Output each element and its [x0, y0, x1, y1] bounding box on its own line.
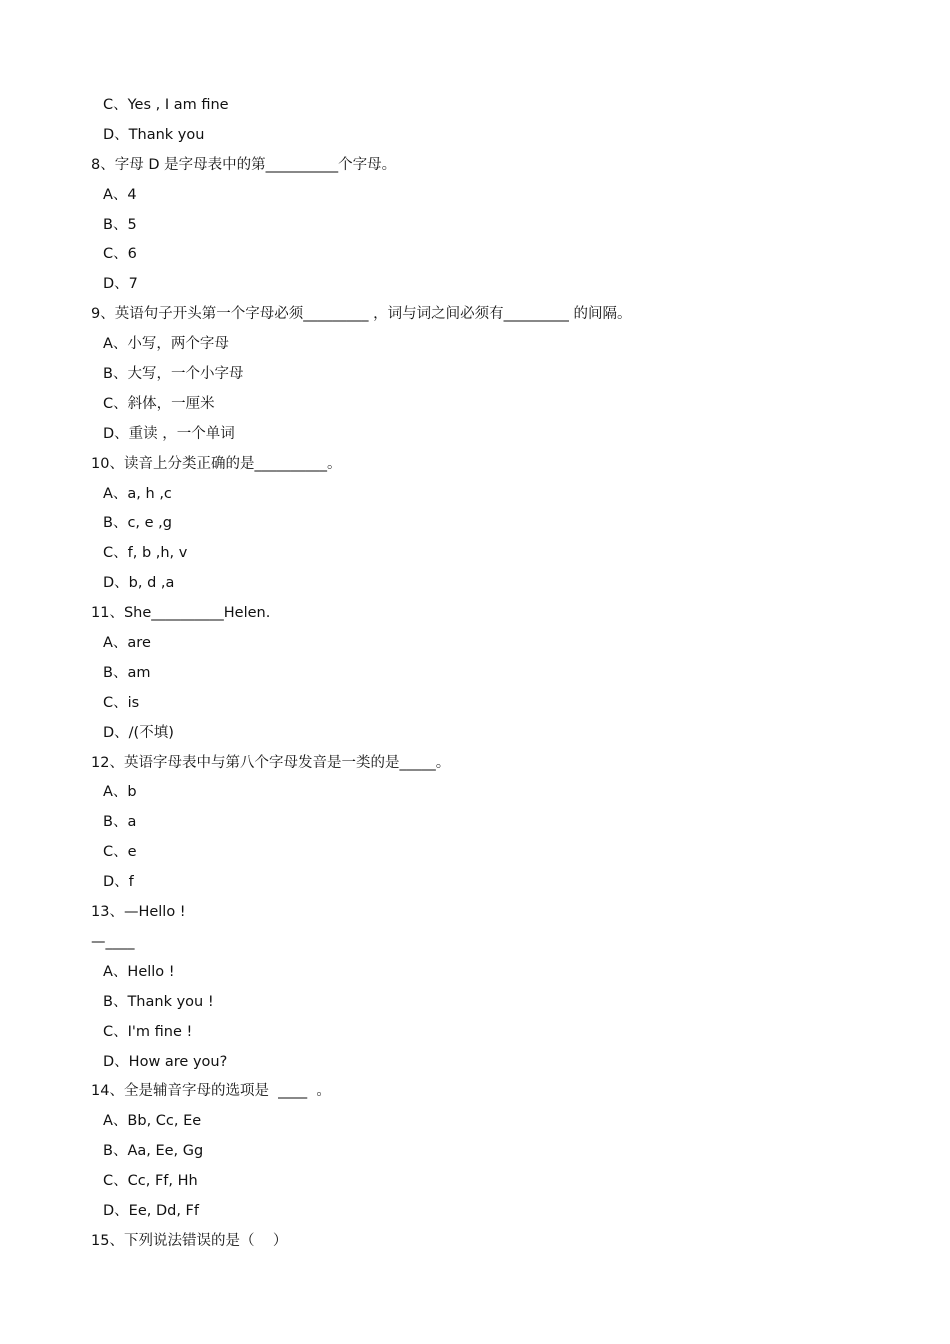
option-text: D、b, d ,a — [103, 575, 175, 592]
option-text: B、Thank you ! — [103, 993, 214, 1010]
option-text: A、Bb, Cc, Ee — [103, 1113, 202, 1130]
option-text: C、6 — [103, 246, 137, 263]
option-text: B、a — [103, 814, 137, 831]
question-text: 11、She__________Helen. — [91, 605, 271, 622]
option-text: C、f, b ,h, v — [103, 545, 188, 562]
option-text: D、Thank you — [103, 126, 205, 143]
option-text: B、大写，一个小字母 — [103, 366, 244, 383]
option-text: C、e — [103, 844, 137, 861]
question-text: 15、下列说法错误的是（ ） — [91, 1232, 288, 1249]
question-text: 10、读音上分类正确的是__________。 — [91, 455, 342, 472]
option-text: A、小写，两个字母 — [103, 336, 229, 353]
option-text: C、Yes , I am fine — [103, 97, 229, 113]
option-text: C、斜体，一厘米 — [103, 395, 215, 412]
question-text: 9、英语句子开头第一个字母必须_________ ，词与词之间必须有_________ 的间隔。 — [91, 306, 632, 323]
question-text: 12、英语字母表中与第八个字母发音是一类的是_____。 — [91, 754, 451, 771]
option-text: A、are — [103, 635, 151, 652]
option-text: D、Ee, Dd, Ff — [103, 1202, 199, 1219]
question-text: 14、全是辅音字母的选项是 ____ 。 — [91, 1083, 331, 1100]
option-text: C、is — [103, 694, 140, 711]
option-text: D、f — [103, 874, 134, 891]
option-text: D、7 — [103, 276, 138, 293]
option-text: D、重读 ，一个单词 — [103, 425, 235, 442]
document-body — [0, 91, 950, 1257]
option-text: C、I'm fine ! — [103, 1023, 193, 1040]
question-text: 13、—Hello ! — [91, 904, 186, 921]
question-text: 8、字母 D 是字母表中的第__________个字母。 — [91, 156, 397, 173]
option-text: C、Cc, Ff, Hh — [103, 1173, 198, 1190]
option-text: A、b — [103, 784, 137, 801]
option-text: B、c, e ,g — [103, 515, 172, 532]
answer-blank-line: —____ — [91, 933, 135, 950]
option-text: A、4 — [103, 186, 137, 203]
option-text: B、Aa, Ee, Gg — [103, 1143, 204, 1160]
option-text: D、How are you? — [103, 1053, 228, 1070]
option-text: B、am — [103, 664, 151, 681]
option-text: B、5 — [103, 216, 137, 233]
option-text: A、Hello ! — [103, 963, 175, 980]
option-text: A、a, h ,c — [103, 485, 172, 502]
option-text: D、/(不填) — [103, 724, 174, 741]
